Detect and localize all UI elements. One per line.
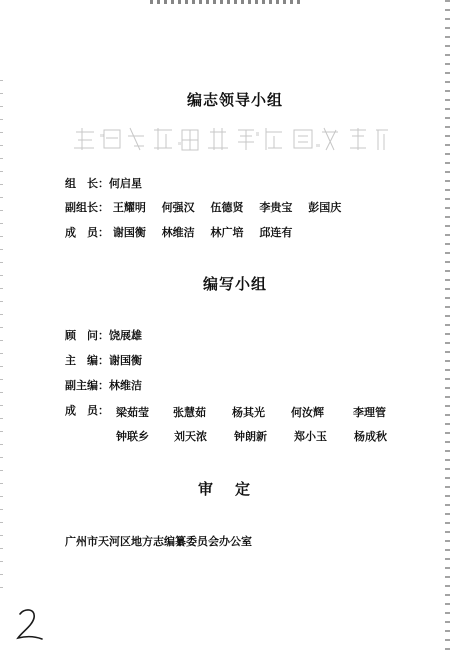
deputy-leader-name: 伍德贤	[210, 201, 244, 214]
leadership-member-name: 谢国衡	[112, 226, 146, 239]
writing-members-label: 成 员：	[65, 404, 109, 417]
deputy-leader-name: 王耀明	[112, 201, 146, 214]
leadership-member-name: 林广培	[210, 226, 244, 239]
deputy-editor-name: 林维洁	[109, 379, 142, 392]
leader-name: 何启星	[109, 177, 142, 190]
writing-member-name: 钟朗新	[234, 430, 267, 443]
leadership-title: 编志领导小组	[186, 91, 283, 109]
writing-member-name: 梁茹莹	[116, 406, 149, 419]
chief-editor-name: 谢国衡	[109, 354, 142, 367]
leadership-member-name: 邱连有	[259, 226, 293, 239]
chief-editor-row	[65, 354, 142, 368]
scan-edge-top	[150, 0, 300, 4]
deputy-leader-name: 李贵宝	[259, 201, 293, 214]
deputy-editor-label: 副主编：	[65, 379, 109, 392]
leadership-members-row	[65, 226, 304, 240]
writing-member-name: 张慧茹	[173, 406, 206, 419]
leadership-member-name: 林维洁	[161, 226, 195, 239]
writing-member-name: 何汝辉	[291, 406, 324, 419]
writing-member-name: 刘天浓	[174, 430, 207, 443]
leader-row	[65, 177, 142, 191]
writing-member-name: 杨成秋	[354, 430, 387, 443]
scan-edge-left	[0, 80, 3, 600]
advisor-row	[65, 329, 142, 343]
deputy-leaders-row	[65, 201, 353, 215]
writing-member-name: 李理管	[353, 406, 386, 419]
deputy-leader-name: 何强汉	[161, 201, 195, 214]
chief-editor-label: 主 编：	[65, 354, 109, 367]
advisor-name: 饶展雄	[109, 329, 142, 342]
bleed-through-artifact	[70, 122, 390, 156]
review-title: 审定	[197, 480, 272, 498]
writing-group-title: 编写小组	[202, 275, 267, 293]
review-organization: 广州市天河区地方志编纂委员会办公室	[65, 535, 252, 548]
leader-label: 组 长：	[65, 177, 109, 190]
writing-member-name: 钟联乡	[116, 430, 149, 443]
writing-member-name: 杨其光	[232, 406, 265, 419]
writing-member-name: 郑小玉	[294, 430, 327, 443]
handwritten-page-mark	[14, 606, 46, 642]
writing-members-label-row	[65, 404, 109, 418]
leadership-members-label: 成 员：	[65, 226, 109, 239]
advisor-label: 顾 问：	[65, 329, 109, 342]
deputy-leaders-label: 副组长：	[65, 201, 109, 214]
deputy-leader-name: 彭国庆	[308, 201, 342, 214]
deputy-editor-row	[65, 379, 142, 393]
